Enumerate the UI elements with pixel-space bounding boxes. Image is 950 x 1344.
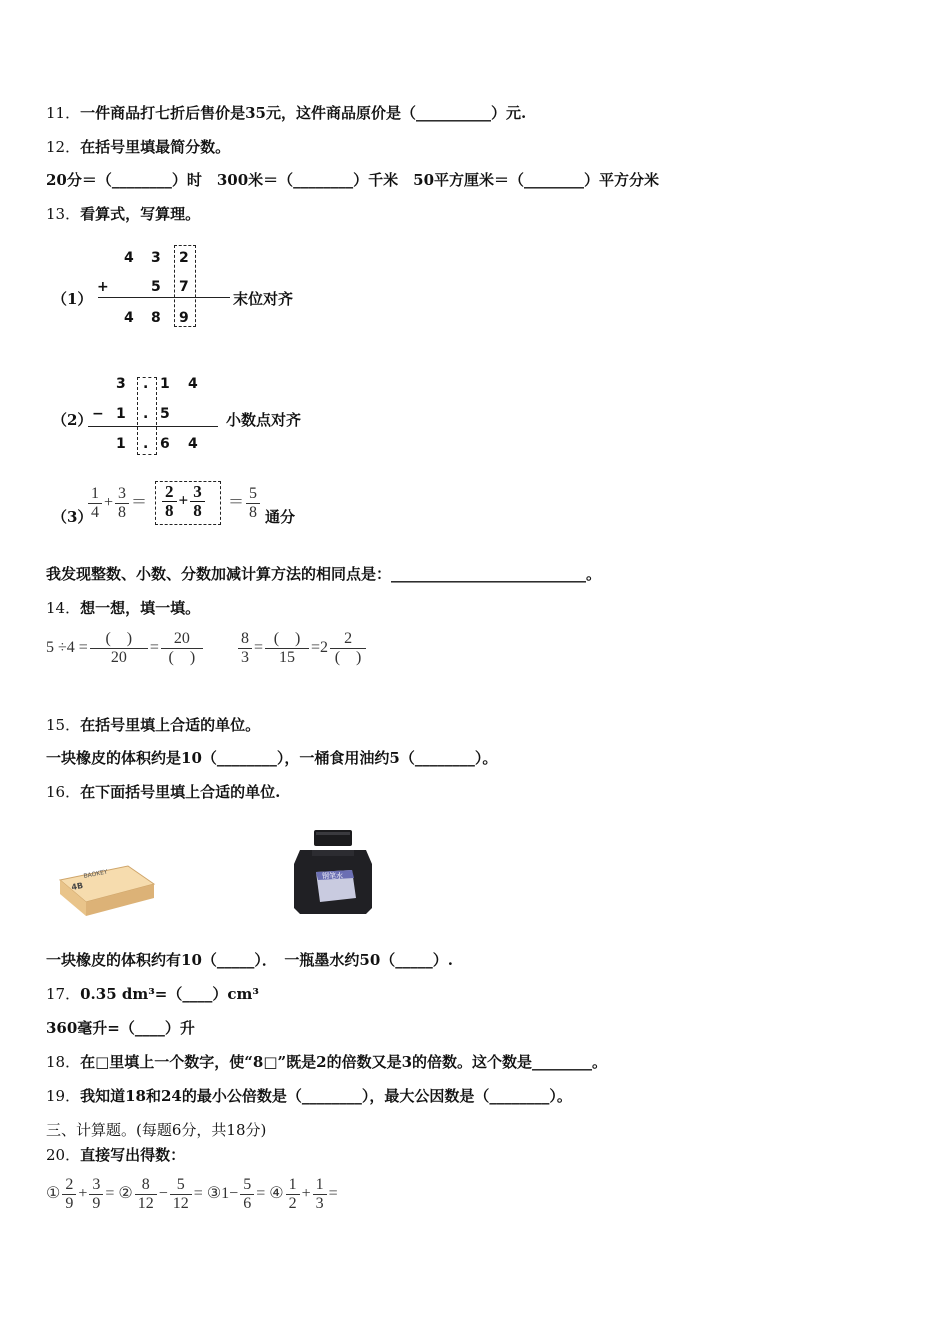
eraser-image xyxy=(54,860,158,922)
question-18 xyxy=(46,1053,607,1071)
digit: 5 xyxy=(160,406,170,422)
question-text: 想一想，填一填。 xyxy=(80,599,201,617)
ink-bottle-icon xyxy=(292,828,374,916)
alignment-box xyxy=(137,377,157,455)
question-number: 18． xyxy=(46,1053,81,1071)
digit: 1 xyxy=(116,436,126,452)
question-12 xyxy=(46,138,230,156)
fraction-fill-expression-2 xyxy=(236,630,368,667)
digit: 5 xyxy=(151,279,161,295)
question-number: 11． xyxy=(46,104,81,122)
result-fraction xyxy=(228,485,262,522)
eraser-icon xyxy=(54,860,158,922)
digit: 4 xyxy=(124,310,134,326)
calculation-items xyxy=(46,1176,338,1213)
note: 小数点对齐 xyxy=(226,411,302,429)
fraction: $\frac{20}{( )}$ xyxy=(161,630,203,667)
digit: 3 xyxy=(151,250,161,266)
question-text: 0.35 dm³=（____）cm³ xyxy=(80,985,259,1003)
part-label: （3） xyxy=(52,508,93,526)
equals-sign: ＝ xyxy=(228,494,245,512)
digit: 9 xyxy=(179,310,189,326)
calc-item: ④ $\frac{1}{2}$ + $\frac{1}{3}$ = xyxy=(269,1176,338,1212)
fraction: $\frac{( )}{15}$ xyxy=(265,630,309,667)
sum-line xyxy=(98,297,230,298)
converted-fractions xyxy=(160,483,207,520)
dividend-expression: 5 ÷4 = xyxy=(46,639,88,657)
fraction: $\frac{5}{8}$ xyxy=(246,485,260,522)
digit: 4 xyxy=(188,436,198,452)
question-number: 15． xyxy=(46,716,81,734)
question-text: 一件商品打七折后售价是35元，这件商品原价是（__________）元. xyxy=(80,104,527,122)
question-15 xyxy=(46,716,260,734)
question-text: 在□里填上一个数字，使“8□”既是2的倍数又是3的倍数。这个数是________。 xyxy=(80,1053,608,1071)
question-14 xyxy=(46,599,200,617)
part-label: （2） xyxy=(52,411,93,429)
question-number: 12． xyxy=(46,138,81,156)
fraction: $\frac{3}{8}$ xyxy=(190,483,205,520)
alignment-box xyxy=(174,245,196,327)
operator: + xyxy=(97,279,109,295)
calc-item: ② $\frac{8}{12}$ − $\frac{5}{12}$ = xyxy=(118,1176,203,1212)
question-12-blanks: 20分＝（________）时 300米＝（________）千米 50平方厘米＝（________）平方分米 xyxy=(46,171,660,189)
question-number: 19． xyxy=(46,1087,81,1105)
question-16-blanks: 一块橡皮的体积约有10（_____）． 一瓶墨水约50（_____）. xyxy=(46,951,453,969)
question-text: 在括号里填最简分数。 xyxy=(80,138,231,156)
equals-sign: ＝ xyxy=(131,494,148,512)
plus-sign: + xyxy=(178,490,189,510)
eraser-brand: BAOKEY xyxy=(83,868,109,880)
fraction: $\frac{1}{4}$ xyxy=(88,485,102,522)
question-text: 看算式，写算理。 xyxy=(80,205,201,223)
digit: 4 xyxy=(188,376,198,392)
section-heading: 三、计算题。(每题6分，共18分) xyxy=(46,1121,267,1139)
equals-sign: = xyxy=(254,639,264,657)
question-13 xyxy=(46,205,200,223)
calc-item: ③1− $\frac{5}{6}$ = xyxy=(206,1176,266,1212)
question-text: 直接写出得数： xyxy=(80,1146,186,1164)
digit: 6 xyxy=(160,436,170,452)
fraction: $\frac{( )}{20}$ xyxy=(90,630,148,667)
fraction-fill-expression-1 xyxy=(46,630,205,667)
ink-bottle-image xyxy=(292,828,374,916)
question-text: 在括号里填上合适的单位。 xyxy=(80,716,261,734)
question-number: 14． xyxy=(46,599,81,617)
question-16 xyxy=(46,783,280,801)
question-17-line2: 360毫升=（____）升 xyxy=(46,1019,195,1037)
question-15-blanks: 一块橡皮的体积约是10（________），一桶食用油约5（________）。 xyxy=(46,749,498,767)
eraser-label: 4B xyxy=(70,880,84,892)
question-text: 我知道18和24的最小公倍数是（________），最大公因数是（________）。 xyxy=(80,1087,572,1105)
fraction: $\frac{2}{8}$ xyxy=(162,483,177,520)
question-number: 20． xyxy=(46,1146,81,1164)
question-13-conclusion: 我发现整数、小数、分数加减计算方法的相同点是：__________________________。 xyxy=(46,565,602,583)
digit: 8 xyxy=(151,310,161,326)
question-text: 在下面括号里填上合适的单位. xyxy=(80,783,281,801)
digit: 3 xyxy=(116,376,126,392)
note: 末位对齐 xyxy=(233,290,294,308)
question-20 xyxy=(46,1146,185,1164)
question-number: 16． xyxy=(46,783,81,801)
digit: 7 xyxy=(179,279,189,295)
question-17 xyxy=(46,985,259,1003)
calc-item: ① $\frac{2}{9}$ + $\frac{3}{9}$ = xyxy=(46,1176,115,1212)
question-19 xyxy=(46,1087,572,1105)
digit: 4 xyxy=(124,250,134,266)
fraction: $\frac{8}{3}$ xyxy=(238,630,252,667)
digit: 1 xyxy=(160,376,170,392)
equals-sign: = xyxy=(149,639,159,657)
fraction: $\frac{2}{( )}$ xyxy=(330,630,366,667)
question-number: 17． xyxy=(46,985,81,1003)
operator: − xyxy=(92,406,104,422)
fraction: $\frac{3}{8}$ xyxy=(115,485,129,522)
part-label: （1） xyxy=(52,290,93,308)
decimal-point: . xyxy=(143,376,149,392)
fraction-expression xyxy=(86,485,147,522)
digit: 2 xyxy=(179,250,189,266)
question-number: 13． xyxy=(46,205,81,223)
mixed-number-whole: =2 xyxy=(311,639,329,657)
decimal-point: . xyxy=(143,436,149,452)
ink-label: 钢笔水 xyxy=(322,872,343,880)
question-11 xyxy=(46,104,526,122)
decimal-point: . xyxy=(143,406,149,422)
note: 通分 xyxy=(265,508,296,526)
digit: 1 xyxy=(116,406,126,422)
plus-sign: + xyxy=(104,494,114,512)
